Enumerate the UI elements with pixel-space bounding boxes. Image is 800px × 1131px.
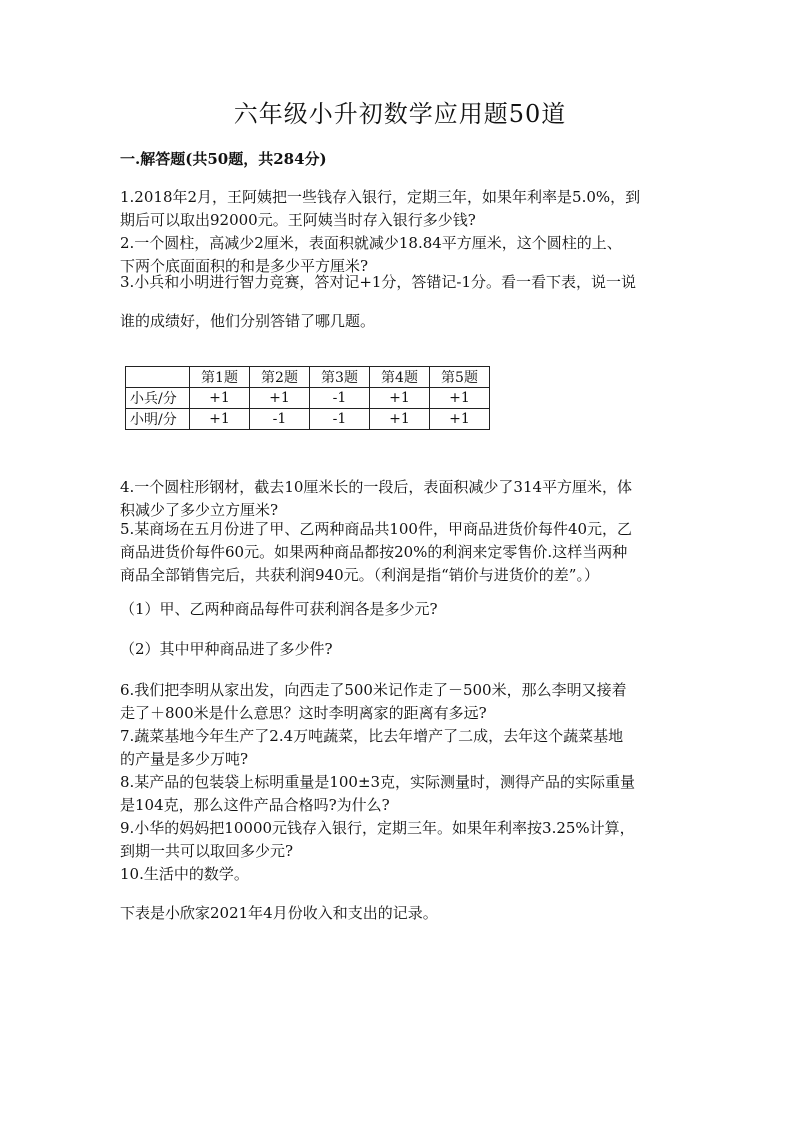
question-10-text: 下表是小欣家2021年4月份收入和支出的记录。 [120, 904, 438, 922]
table-row [126, 388, 490, 409]
question-5-part-2: （2）其中甲种商品进了多少件? [120, 640, 333, 658]
table-header-cell: 第1题 [190, 367, 250, 388]
question-2: 2.一个圆柱，高减少2厘米，表面积就减少18.84平方厘米，这个圆柱的上、 下两个底面面积的和是多少平方厘米? [120, 234, 622, 275]
score-table [125, 366, 490, 430]
table-cell: 小明/分 [126, 409, 190, 430]
table-cell: 小兵/分 [126, 388, 190, 409]
question-4: 4.一个圆柱形钢材，截去10厘米长的一段后，表面积减少了314平方厘米，体 积减少了多少立方厘米? [120, 478, 633, 519]
question-3-cont: 谁的成绩好，他们分别答错了哪几题。 [120, 312, 376, 330]
table-cell: +1 [370, 388, 430, 409]
table-cell: +1 [190, 388, 250, 409]
question-1: 1.2018年2月，王阿姨把一些钱存入银行，定期三年，如果年利率是5.0%，到 期后可以取出92000元。王阿姨当时存入银行多少钱? [120, 188, 641, 229]
table-header-cell: 第4题 [370, 367, 430, 388]
table-cell: -1 [310, 388, 370, 409]
table-header-cell [126, 367, 190, 388]
table-cell: -1 [310, 409, 370, 430]
table-header-row [126, 367, 490, 388]
question-5: 5.某商场在五月份进了甲、乙两种商品共100件，甲商品进货价每件40元，乙 商品进货价每件60元。如果两种商品都按20%的利润来定零售价.这样当两种 商品全部销售完后，共获利润940元。（利润是指“销价与进货价的差”。） [120, 520, 633, 584]
section-heading: 一.解答题(共50题，共284分) [120, 150, 327, 168]
table-cell: +1 [430, 409, 490, 430]
question-5-part-1: （1）甲、乙两种商品每件可获利润各是多少元? [120, 600, 438, 618]
page-title: 六年级小升初数学应用题50道 [233, 100, 567, 128]
table-row [126, 409, 490, 430]
questions-6-10: 6.我们把李明从家出发，向西走了500米记作走了－500米，那么李明又接着 走了＋800米是什么意思？这时李明离家的距离有多远? 7.蔬菜基地今年生产了2.4万吨蔬菜，比去年增产了二成，去年这个蔬菜基地 的产量是多少万吨? 8.某产品的包装袋上标明重量是100±3克，实际测量时，测得产品的实际重量 是104克，那么这件产品合格吗?为什么? 9.小华的妈妈把10000元钱存入银行，定期三年。如果年利率按3.25%计算， 到期一共可以取回多少元? 10.生活中的数学。 [120, 681, 636, 883]
table-cell: +1 [430, 388, 490, 409]
table-header-cell: 第3题 [310, 367, 370, 388]
table-header-cell: 第5题 [430, 367, 490, 388]
table-cell: +1 [250, 388, 310, 409]
table-cell: +1 [190, 409, 250, 430]
table-header-cell: 第2题 [250, 367, 310, 388]
question-3: 3.小兵和小明进行智力竞赛，答对记+1分，答错记-1分。看一看下表，说一说 [120, 273, 637, 291]
table-cell: -1 [250, 409, 310, 430]
table-cell: +1 [370, 409, 430, 430]
